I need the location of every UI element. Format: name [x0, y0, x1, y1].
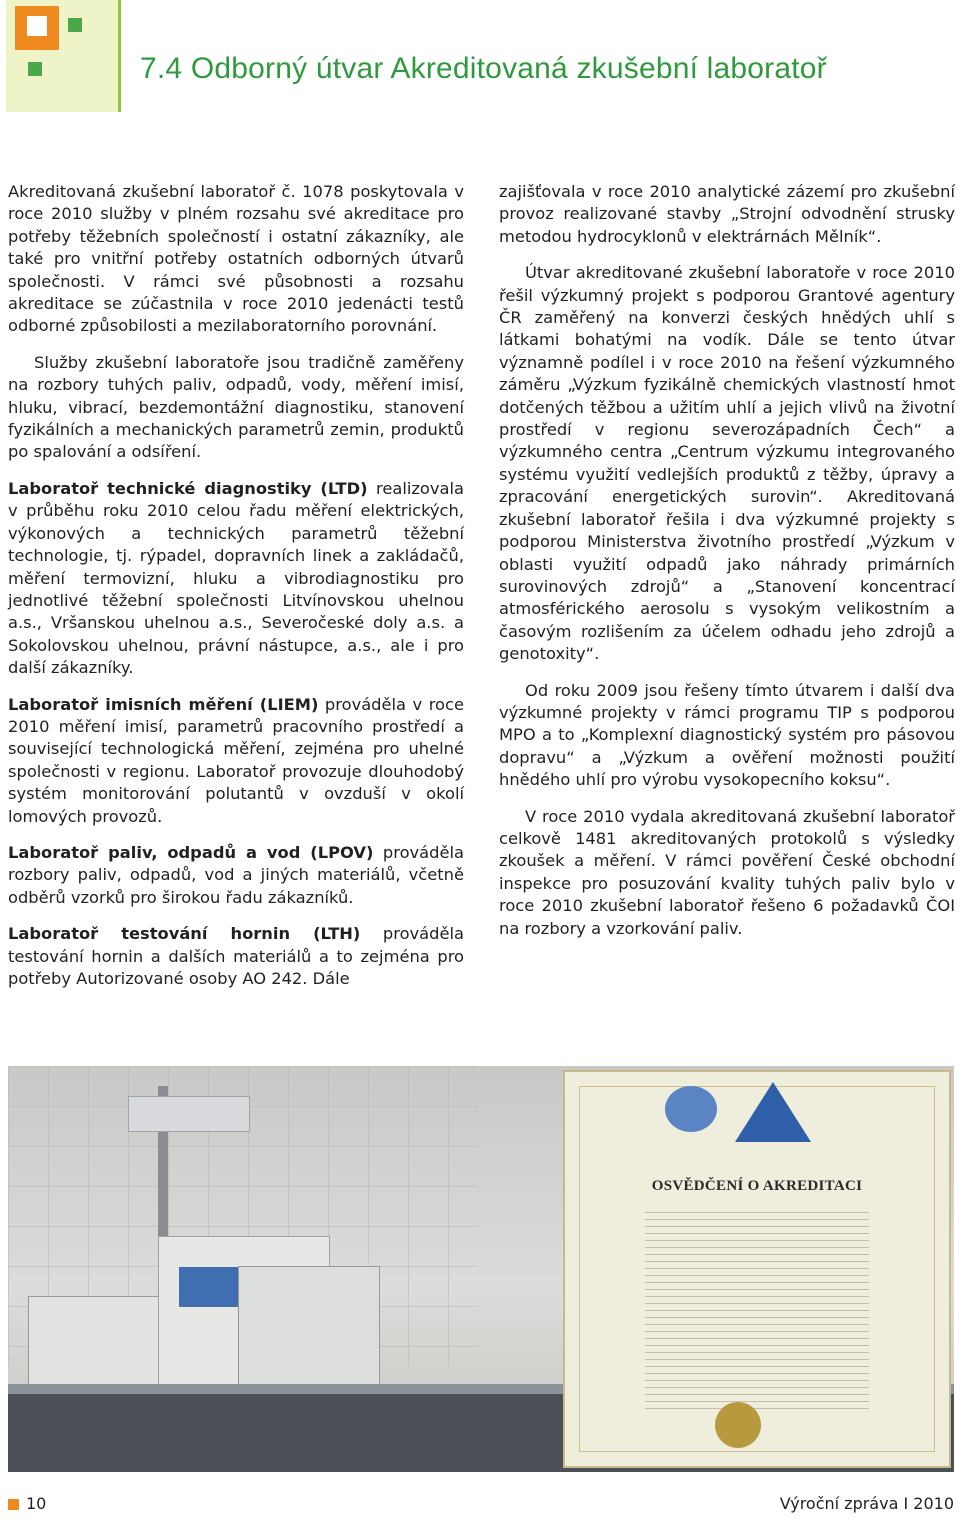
page-title: 7.4 Odborný útvar Akreditovaná zkušební laboratoř: [140, 52, 827, 85]
report-label: Výroční zpráva I 2010: [779, 1494, 954, 1513]
lth-paragraph: Laboratoř testování hornin (LTH) prováděla testování hornin a dalších materiálů a to zejména pro potřeby Autorizované osoby AO 242. Dále: [8, 924, 464, 988]
ltd-paragraph: Laboratoř technické diagnostiky (LTD) realizovala v průběhu roku 2010 celou řadu měření elektrických, výkonových a technických parametrů těžební technologie, tj. rýpadel, dopravních linek a zakládačů, měření termovizní, hluku a vibrodiagnostiku pro jednotlivé těžební společnosti Litvínovskou uhelnou a.s., Vršanskou uhelnou a.s., Severočeské doly a.s. a Sokolovskou uhelnou, právní nástupce, a.s., ale i pro další zákazníky.: [8, 478, 465, 678]
intro-paragraph: Akreditovaná zkušební laboratoř č. 1078 poskytovala v roce 2010 služby v plném rozsahu své akreditace pro potřeby těžebních společností i ostatní zákazníky, ale také pro vnitřní potřeby ostatních odborných útvarů společnosti. V rámci své působnosti a rozsahu akreditace se zúčastnila v roce 2010 jedenácti testů odborné způsobilosti a mezilaboratorního porovnání.: [8, 182, 464, 336]
accreditation-certificate: [563, 1070, 951, 1468]
liem-paragraph: Laboratoř imisních měření (LIEM) prováděla v roce 2010 měření imisí, parametrů pracovního prostředí a související technologická měření, zejména pro uhelné společnosti v regionu. Laboratoř provozuje dlouhodobý systém monitorování polutantů v ovzduší v okolí lomových provozů.: [8, 694, 464, 826]
ilac-logo-icon: [665, 1086, 717, 1132]
certificate-title: OSVĚDČENÍ O AKREDITACI: [651, 1178, 863, 1194]
lab-photo: [8, 1066, 954, 1472]
right-paragraph-4: V roce 2010 vydala akreditovaná zkušební laboratoř celkově 1481 akreditovaných protokolů s výsledky zkoušek a měření. V rámci pověření České obchodní inspekce pro posuzování kvality tuhých paliv bylo v roce 2010 zkušební laboratoř řešeno 6 požadavků ČOI na rozbory a vzorkování paliv.: [499, 806, 955, 938]
right-paragraph-3: Od roku 2009 jsou řešeny tímto útvarem i další dva výzkumné projekty v rámci programu TIP s podporou MPO a to „Komplexní diagnostický systém pro pásovou dopravu“ a „Výzkum a ověření možnosti použití hnědého uhlí pro výrobu vysokopecního koksu“.: [499, 680, 955, 790]
page-number: 10: [26, 1494, 47, 1513]
footer-square-icon: [8, 1499, 19, 1510]
right-paragraph-2: Útvar akreditované zkušební laboratoře v roce 2010 řešil výzkumný projekt s podporou Grantové agentury ČR zaměřený na konverzi českých hnědých uhlí s látkami bohatými na vodík. Dále se tento útvar významně podílel i v roce 2010 na řešení výzkumného záměru „Výzkum fyzikálně chemických vlastností hmot dotčených těžbou a užitím uhlí a jejich vlivů na životní prostředí v regionu severozápadních Čech“ a výzkumného centra „Centrum výzkumu integrovaného systému využití vedlejších produktů z těžby, úpravy a zpracování energetických surovin“. Akreditovaná zkušební laboratoř řešila i dva výzkumné projekty s podporou Ministerstva životního prostředí „Výzkum v oblasti využití odpadů jako náhrady primárních surovinových zdrojů“ a „Stanovení koncentrací atmosférického aerosolu s vysokým velikostním a časovým rozlišením za účelem odhadu jeho zdrojů a genotoxity“.: [499, 263, 955, 664]
right-paragraph-1: zajišťovala v roce 2010 analytické zázemí pro zkušební provoz realizované stavby „Strojní odvodnění strusky metodou hydrocyklonů v elektrárnách Mělník“.: [499, 182, 955, 246]
lab-instrument: [238, 1266, 380, 1398]
right-column: [499, 181, 955, 954]
cia-logo-icon: [735, 1082, 811, 1142]
section-logo: [6, 0, 118, 112]
lpov-paragraph: Laboratoř paliv, odpadů a vod (LPOV) prováděla rozbory paliv, odpadů, vod a jiných materiálů, včetně odběrů vzorků pro širokou řadu zákazníků.: [8, 842, 464, 907]
left-column: [8, 181, 464, 1004]
services-paragraph: Služby zkušební laboratoře jsou tradičně zaměřeny na rozbory tuhých paliv, odpadů, vody, měření imisí, hluku, vibrací, bezdemontážní diagnostiku, stanovení fyzikálních a mechanických parametrů zemin, produktů po spalování a odsíření.: [8, 352, 464, 462]
seal-icon: [715, 1402, 761, 1448]
page-footer: [0, 1494, 960, 1516]
